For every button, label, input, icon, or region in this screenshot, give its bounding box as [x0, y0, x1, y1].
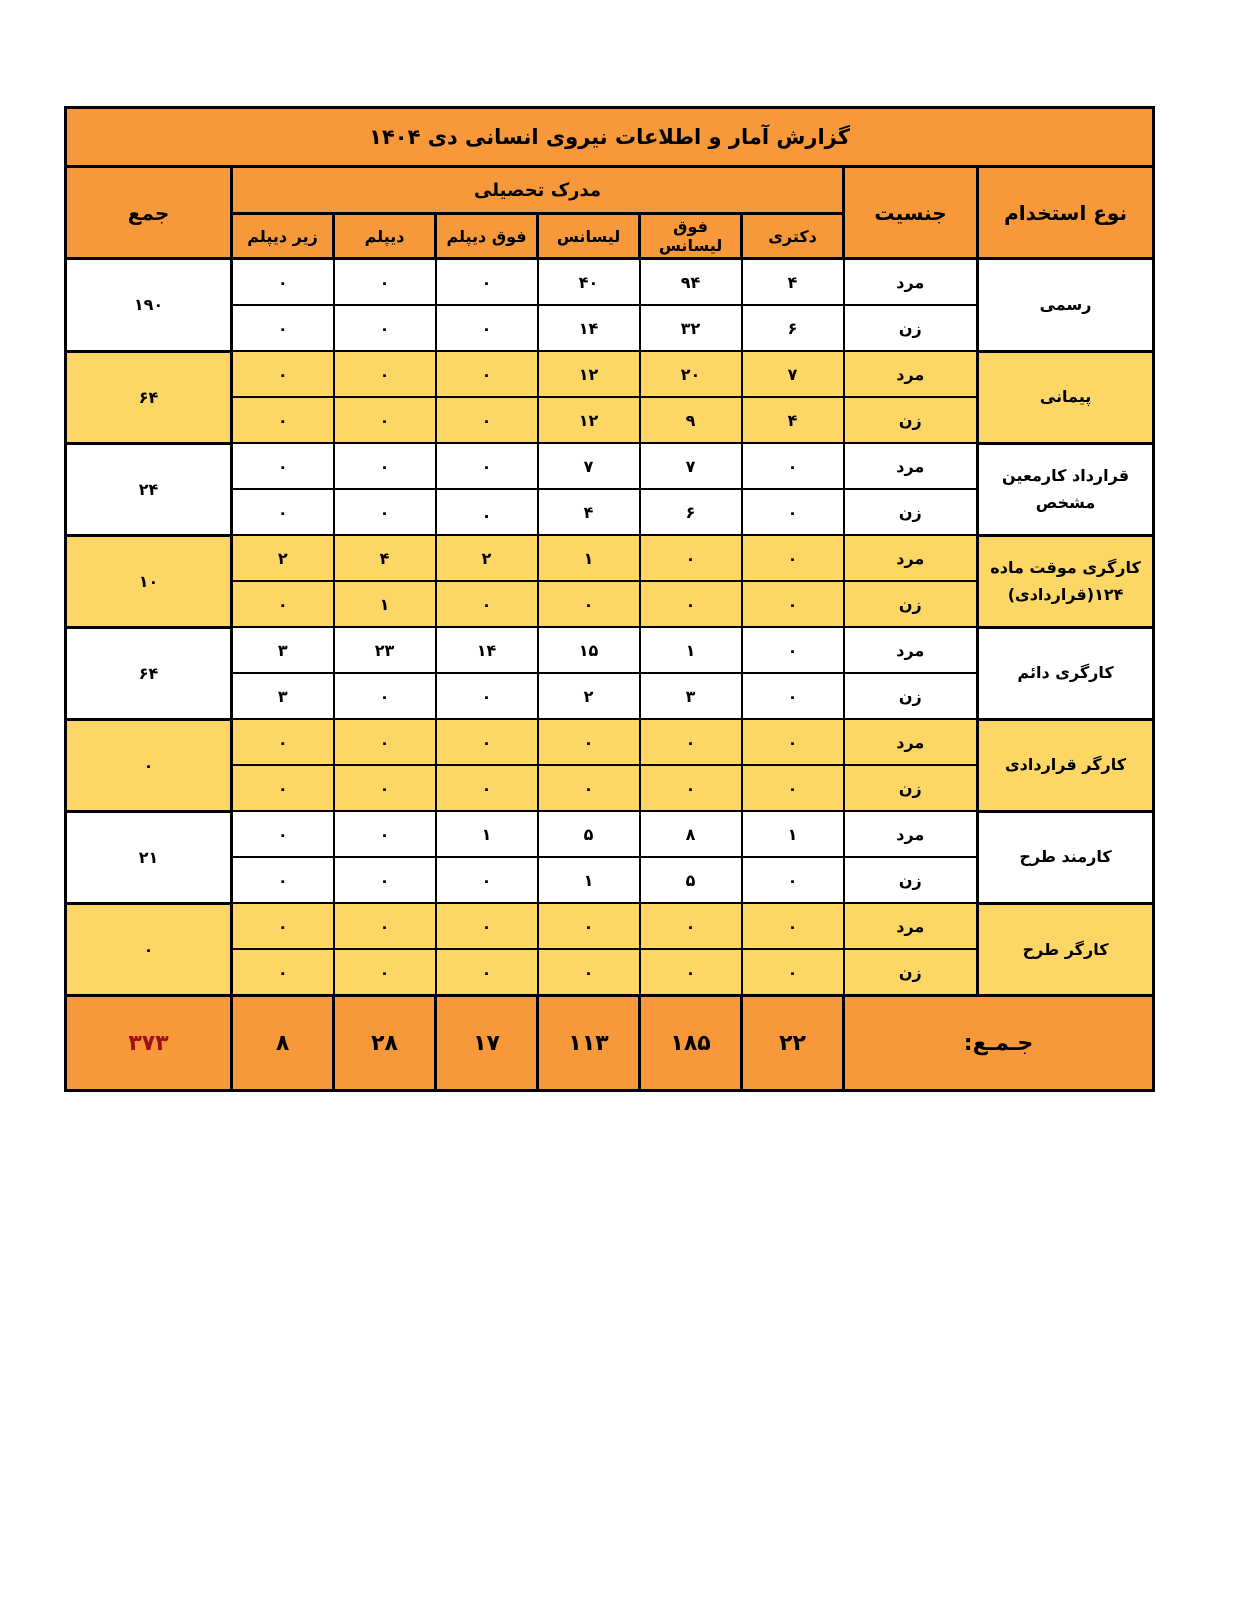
gender-cell: زن [844, 765, 978, 811]
value-cell: ۰ [334, 397, 436, 443]
value-cell: ۰ [742, 719, 844, 765]
value-cell: ۷ [742, 351, 844, 397]
table-row [66, 719, 1154, 765]
gender-cell: زن [844, 489, 978, 535]
group-total-cell: ۱۰ [66, 535, 232, 627]
value-cell: ۰ [334, 305, 436, 351]
value-cell: ۲ [538, 673, 640, 719]
hr-statistics-table [64, 106, 1155, 1092]
grand-total: ۳۷۳ [66, 996, 232, 1091]
employment-type-cell: پیمانی [978, 351, 1154, 443]
value-cell: ۳۲ [640, 305, 742, 351]
table-row [66, 535, 1154, 581]
gender-cell: مرد [844, 535, 978, 581]
value-cell: ۰ [538, 719, 640, 765]
value-cell: ۰ [742, 627, 844, 673]
value-cell: ۰ [436, 581, 538, 627]
value-cell: ۰ [334, 443, 436, 489]
group-total-cell: ۰ [66, 719, 232, 811]
value-cell: . [436, 489, 538, 535]
header-education: مدرک تحصیلی [232, 167, 844, 214]
value-cell: ۴۰ [538, 259, 640, 306]
header-degree-phd: دکتری [742, 214, 844, 259]
value-cell: ۰ [436, 903, 538, 949]
value-cell: ۰ [742, 949, 844, 996]
value-cell: ۰ [640, 581, 742, 627]
group-total-cell: ۰ [66, 903, 232, 996]
value-cell: ۰ [436, 259, 538, 306]
value-cell: ۰ [436, 443, 538, 489]
value-cell: ۰ [334, 811, 436, 857]
value-cell: ۷ [640, 443, 742, 489]
value-cell: ۸ [640, 811, 742, 857]
gender-cell: زن [844, 397, 978, 443]
gender-cell: زن [844, 673, 978, 719]
value-cell: ۰ [334, 673, 436, 719]
value-cell: ۵ [538, 811, 640, 857]
value-cell: ۰ [640, 535, 742, 581]
summary-value: ۲۲ [742, 996, 844, 1091]
value-cell: ۰ [742, 765, 844, 811]
value-cell: ۱ [538, 857, 640, 903]
value-cell: ۰ [742, 857, 844, 903]
employment-type-cell: کارمند طرح [978, 811, 1154, 903]
value-cell: ۰ [232, 949, 334, 996]
value-cell: ۱۵ [538, 627, 640, 673]
gender-cell: زن [844, 581, 978, 627]
value-cell: ۰ [334, 949, 436, 996]
gender-cell: مرد [844, 351, 978, 397]
value-cell: ۷ [538, 443, 640, 489]
value-cell: ۰ [232, 489, 334, 535]
table-row [66, 351, 1154, 397]
value-cell: ۰ [436, 305, 538, 351]
value-cell: ۱ [640, 627, 742, 673]
value-cell: ۰ [334, 259, 436, 306]
summary-value: ۲۸ [334, 996, 436, 1091]
value-cell: ۲۰ [640, 351, 742, 397]
value-cell: ۰ [334, 489, 436, 535]
group-total-cell: ۶۴ [66, 627, 232, 719]
value-cell: ۵ [640, 857, 742, 903]
table-row [66, 903, 1154, 949]
value-cell: ۱ [742, 811, 844, 857]
summary-value: ۱۱۳ [538, 996, 640, 1091]
value-cell: ۰ [742, 535, 844, 581]
value-cell: ۹ [640, 397, 742, 443]
value-cell: ۱۴ [436, 627, 538, 673]
value-cell: ۰ [232, 581, 334, 627]
group-total-cell: ۱۹۰ [66, 259, 232, 352]
header-total: جمع [66, 167, 232, 259]
value-cell: ۰ [436, 949, 538, 996]
header-degree-below-diploma: زیر دیپلم [232, 214, 334, 259]
gender-cell: زن [844, 949, 978, 996]
value-cell: ۴ [334, 535, 436, 581]
summary-value: ۱۸۵ [640, 996, 742, 1091]
value-cell: ۰ [232, 765, 334, 811]
value-cell: ۰ [538, 949, 640, 996]
value-cell: ۶ [640, 489, 742, 535]
gender-cell: مرد [844, 627, 978, 673]
value-cell: ۰ [538, 765, 640, 811]
summary-row [66, 996, 1154, 1091]
header-degree-diploma: دیپلم [334, 214, 436, 259]
report-title: گزارش آمار و اطلاعات نیروی انسانی دی ۱۴۰۴ [66, 108, 1154, 167]
value-cell: ۰ [232, 903, 334, 949]
value-cell: ۰ [436, 765, 538, 811]
header-gender: جنسیت [844, 167, 978, 259]
gender-cell: مرد [844, 903, 978, 949]
summary-value: ۱۷ [436, 996, 538, 1091]
value-cell: ۰ [334, 857, 436, 903]
value-cell: ۱۴ [538, 305, 640, 351]
value-cell: ۶ [742, 305, 844, 351]
table-row [66, 811, 1154, 857]
value-cell: ۲۳ [334, 627, 436, 673]
summary-value: ۸ [232, 996, 334, 1091]
value-cell: ۴ [538, 489, 640, 535]
employment-type-cell: قرارداد کارمعین مشخص [978, 443, 1154, 535]
value-cell: ۰ [334, 351, 436, 397]
value-cell: ۰ [436, 857, 538, 903]
employment-type-cell: کارگر طرح [978, 903, 1154, 996]
value-cell: ۰ [232, 443, 334, 489]
gender-cell: زن [844, 305, 978, 351]
header-degree-associate: فوق دیپلم [436, 214, 538, 259]
report-body [66, 259, 1154, 996]
value-cell: ۳ [232, 627, 334, 673]
value-cell: ۱ [334, 581, 436, 627]
gender-cell: مرد [844, 811, 978, 857]
table-row [66, 627, 1154, 673]
value-cell: ۰ [436, 719, 538, 765]
employment-type-cell: کارگری دائم [978, 627, 1154, 719]
value-cell: ۳ [232, 673, 334, 719]
gender-cell: مرد [844, 259, 978, 306]
value-cell: ۱ [436, 811, 538, 857]
value-cell: ۰ [232, 397, 334, 443]
value-cell: ۱۲ [538, 397, 640, 443]
group-total-cell: ۲۱ [66, 811, 232, 903]
header-employment-type: نوع استخدام [978, 167, 1154, 259]
header-degree-bachelors: لیسانس [538, 214, 640, 259]
table-row [66, 259, 1154, 306]
value-cell: ۰ [436, 397, 538, 443]
summary-label: جـمـع: [844, 996, 1154, 1091]
group-total-cell: ۲۴ [66, 443, 232, 535]
value-cell: ۰ [232, 811, 334, 857]
value-cell: ۰ [436, 351, 538, 397]
header-degree-masters: فوق لیسانس [640, 214, 742, 259]
value-cell: ۱۲ [538, 351, 640, 397]
employment-type-cell: کارگر قراردادی [978, 719, 1154, 811]
value-cell: ۰ [436, 673, 538, 719]
gender-cell: مرد [844, 719, 978, 765]
value-cell: ۰ [742, 581, 844, 627]
value-cell: ۰ [232, 351, 334, 397]
value-cell: ۴ [742, 397, 844, 443]
value-cell: ۰ [640, 903, 742, 949]
table-row [66, 443, 1154, 489]
value-cell: ۰ [742, 489, 844, 535]
gender-cell: زن [844, 857, 978, 903]
group-total-cell: ۶۴ [66, 351, 232, 443]
value-cell: ۰ [232, 719, 334, 765]
value-cell: ۰ [538, 581, 640, 627]
value-cell: ۰ [334, 719, 436, 765]
value-cell: ۴ [742, 259, 844, 306]
value-cell: ۰ [742, 903, 844, 949]
value-cell: ۰ [640, 765, 742, 811]
value-cell: ۰ [538, 903, 640, 949]
value-cell: ۰ [742, 443, 844, 489]
value-cell: ۰ [742, 673, 844, 719]
employment-type-cell: کارگری موقت ماده ۱۲۴(قراردادی) [978, 535, 1154, 627]
value-cell: ۰ [232, 259, 334, 306]
value-cell: ۲ [436, 535, 538, 581]
value-cell: ۱ [538, 535, 640, 581]
gender-cell: مرد [844, 443, 978, 489]
value-cell: ۰ [334, 765, 436, 811]
value-cell: ۹۴ [640, 259, 742, 306]
value-cell: ۳ [640, 673, 742, 719]
value-cell: ۰ [334, 903, 436, 949]
employment-type-cell: رسمی [978, 259, 1154, 352]
value-cell: ۰ [640, 719, 742, 765]
value-cell: ۰ [640, 949, 742, 996]
value-cell: ۰ [232, 305, 334, 351]
value-cell: ۲ [232, 535, 334, 581]
value-cell: ۰ [232, 857, 334, 903]
